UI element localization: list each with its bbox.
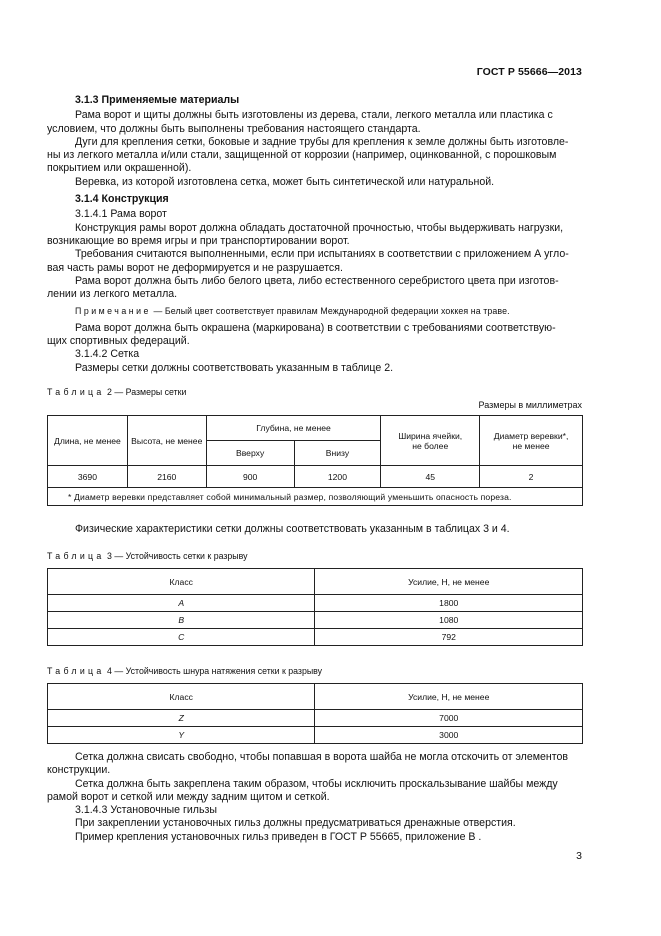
cell: B — [48, 612, 315, 629]
cell: 45 — [381, 466, 480, 488]
paragraph-cont: рамой ворот и сеткой или между задним щитом и сеткой. — [47, 790, 330, 803]
table-row — [48, 727, 583, 744]
col-header-length: Длина, не менее — [48, 416, 128, 466]
table-row — [48, 612, 583, 629]
paragraph-cont: щих спортивных федераций. — [47, 335, 190, 348]
paragraph-cont: ны из легкого металла и/или стали, защищенной от коррозии (например, оцинкованной, с порошковым — [47, 149, 557, 162]
cell: 900 — [206, 466, 294, 488]
col-header-height: Высота, не менее — [127, 416, 206, 466]
paragraph: Сетка должна свисать свободно, чтобы попавшая в ворота шайба не могла отскочить от элементов — [75, 751, 569, 763]
col-header-bottom: Внизу — [294, 441, 381, 466]
paragraph: Конструкция рамы ворот должна обладать достаточной прочностью, чтобы выдерживать нагрузки, — [75, 221, 564, 234]
paragraph: Дуги для крепления сетки, боковые и задние трубы для крепления к земле должны быть изготовле- — [75, 135, 569, 148]
table-row — [48, 466, 583, 488]
table4-caption — [47, 666, 322, 676]
cell: 7000 — [315, 710, 583, 727]
subheading-3-1-4-1: 3.1.4.1 Рама ворот — [75, 208, 167, 221]
col-header-class: Класс — [48, 569, 315, 595]
paragraph-cont: вая часть рамы ворот не деформируется и не разрушается. — [47, 261, 343, 274]
mesh-line2: не более — [412, 440, 449, 451]
paragraph: Размеры сетки должны соответствовать указанным в таблице 2. — [75, 361, 394, 374]
col-header-class: Класс — [48, 684, 315, 710]
cell: Y — [48, 727, 315, 744]
paragraph: Требования считаются выполненными, если при испытаниях в соответствии с приложением А угло- — [75, 248, 569, 261]
paragraph: Сетка должна быть закреплена таким образом, чтобы исключить проскальзывание шайбы между — [75, 777, 558, 790]
table4 — [47, 683, 583, 744]
cell: 1200 — [294, 466, 381, 488]
table4-caption-label: Таблица — [47, 666, 105, 676]
paragraph-cont: лении из легкого металла. — [47, 288, 178, 301]
paragraph: Рама ворот и щиты должны быть изготовлены из дерева, стали, легкого металла или пластика с — [75, 109, 553, 122]
section-text — [47, 94, 583, 375]
document-header: ГОСТ Р 55666—2013 — [476, 66, 582, 78]
tail-text — [47, 751, 583, 844]
heading-3-1-3: 3.1.3 Применяемые материалы — [75, 94, 240, 106]
col-header-rope — [480, 416, 583, 466]
cell: 2 — [480, 466, 583, 488]
cell: 3000 — [315, 727, 583, 744]
table4-caption-text: 4 — Устойчивость шнура натяжения сетки к разрыву — [104, 666, 323, 676]
table2-caption-text: 2 — Размеры сетки — [104, 387, 187, 397]
paragraph-cont: условием, что должны быть выполнены требования настоящего стандарта. — [47, 122, 421, 135]
cell: 3690 — [48, 466, 128, 488]
table2-caption — [47, 387, 186, 397]
col-header-force: Усилие, Н, не менее — [315, 684, 583, 710]
note-label: Примечание — [75, 306, 151, 317]
col-header-force: Усилие, Н, не менее — [315, 569, 583, 595]
table-row — [48, 629, 583, 646]
paragraph-cont: покрытием или окрашенной). — [47, 162, 192, 175]
cell: A — [48, 595, 315, 612]
page-number: 3 — [576, 850, 582, 862]
paragraph: При закреплении установочных гильз должны предусматриваться дренажные отверстия. — [75, 817, 516, 830]
cell: 1800 — [315, 595, 583, 612]
subheading-3-1-4-2: 3.1.4.2 Сетка — [75, 348, 140, 361]
subheading-3-1-4-3: 3.1.4.3 Установочные гильзы — [75, 804, 217, 817]
table2-caption-label: Таблица — [47, 387, 105, 397]
table3-caption — [47, 551, 248, 561]
rope-line2: не менее — [512, 440, 550, 451]
paragraph-cont: конструкции. — [47, 764, 111, 777]
col-header-top: Вверху — [206, 441, 294, 466]
rope-line1: Диаметр веревки*, — [493, 430, 569, 441]
table3-caption-text: 3 — Устойчивость сетки к разрыву — [104, 551, 248, 561]
cell: C — [48, 629, 315, 646]
col-header-mesh — [381, 416, 480, 466]
paragraph-cont: возникающие во время игры и при транспортировании ворот. — [47, 234, 350, 247]
heading-3-1-4: 3.1.4 Конструкция — [75, 193, 169, 206]
col-header-depth: Глубина, не менее — [206, 416, 381, 441]
cell: 1080 — [315, 612, 583, 629]
note — [75, 305, 583, 318]
mesh-line1: Ширина ячейки, — [398, 430, 463, 441]
cell: Z — [48, 710, 315, 727]
table-row — [48, 710, 583, 727]
paragraph: Физические характеристики сетки должны соответствовать указанным в таблицах 3 и 4. — [75, 523, 510, 535]
table3 — [47, 568, 583, 646]
cell: 792 — [315, 629, 583, 646]
table2 — [47, 415, 583, 506]
note-text: — Белый цвет соответствует правилам Международной федерации хоккея на траве. — [150, 306, 510, 317]
table3-caption-label: Таблица — [47, 551, 105, 561]
paragraph: Пример крепления установочных гильз приведен в ГОСТ Р 55665, приложение В . — [75, 830, 482, 843]
paragraph: Веревка, из которой изготовлена сетка, может быть синтетической или натуральной. — [75, 175, 495, 188]
paragraph: Рама ворот должна быть либо белого цвета, либо естественного серебристого цвета при изготов- — [75, 274, 559, 287]
table-row — [48, 595, 583, 612]
table2-units: Размеры в миллиметрах — [478, 400, 582, 410]
cell: 2160 — [127, 466, 206, 488]
paragraph: Рама ворот должна быть окрашена (маркирована) в соответствии с требованиями соответствую- — [75, 321, 556, 334]
mid-text — [75, 523, 583, 536]
table2-footnote: * Диаметр веревки представляет собой минимальный размер, позволяющий уменьшить опасность пореза. — [48, 488, 583, 506]
